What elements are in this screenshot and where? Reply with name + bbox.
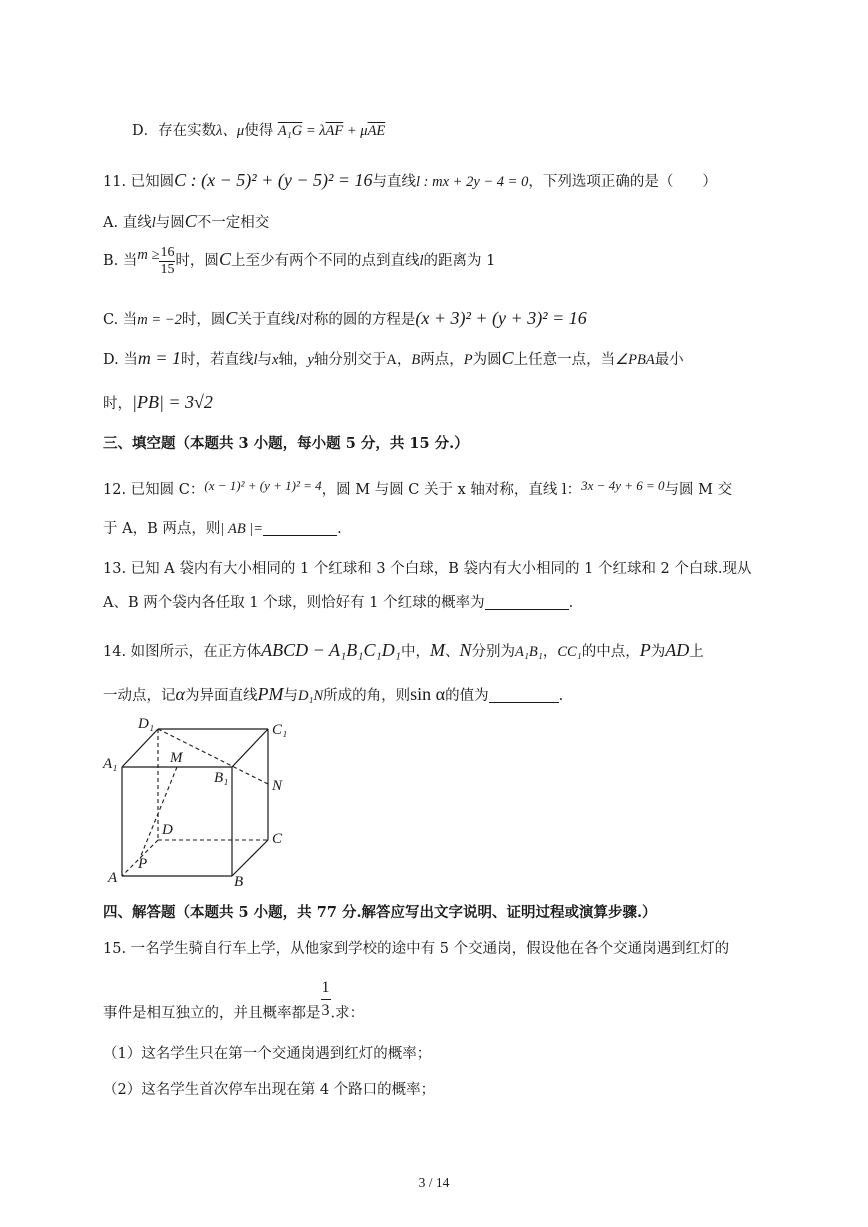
q10-option-d [132, 121, 385, 141]
answer-blank[interactable] [489, 688, 559, 703]
denominator: 15 [160, 261, 175, 277]
text: 于 A，B 两点，则 [103, 521, 221, 537]
answer-blank[interactable] [263, 521, 337, 536]
vector: $\overline{AE}$ [367, 123, 386, 139]
math: l : mx + 2y − 4 = 0 [416, 174, 529, 190]
q13-line2 [103, 593, 573, 613]
math: y [307, 352, 314, 368]
math: λ、μ [216, 123, 245, 139]
math: C : (x − 5)² + (y − 5)² = 16 [174, 170, 373, 190]
math: l [419, 253, 424, 269]
vector: A₁G [277, 123, 303, 139]
math: l [253, 352, 258, 368]
fraction [159, 245, 175, 278]
math: AD [665, 640, 690, 660]
text: 两点， [420, 352, 464, 368]
text: ， [542, 644, 558, 660]
math: = λ [302, 123, 326, 139]
text: 时，若直线 [180, 352, 254, 368]
q15-line2 [103, 977, 364, 1025]
text: . [337, 521, 342, 537]
text: 上至少有两个不同的点到直线 [230, 253, 420, 269]
q11-option-d-line2 [103, 392, 213, 414]
q11-option-c [103, 308, 587, 330]
math: m = −2 [137, 312, 182, 328]
text: C. 当 [103, 312, 138, 328]
text: A. 直线 [103, 215, 152, 231]
math: m ≥ [137, 247, 160, 263]
text: 、 [445, 644, 460, 660]
text: 与圆 M 交 [664, 482, 733, 498]
label-p: P [138, 856, 148, 872]
label-d1: D₁ [138, 716, 155, 732]
math: (x − 1)² + (y + 1)² = 4 [204, 478, 322, 493]
edge-d1a1 [122, 729, 158, 767]
text: 11. 已知圆 [103, 174, 175, 190]
text: 时，圆 [181, 312, 226, 328]
text: D．存在实数 [132, 123, 217, 139]
section-4-heading: 四、解答题（本题共 5 小题，共 77 分.解答应写出文字说明、证明过程或演算步骤.） [103, 904, 657, 921]
q13-line1: 13. 已知 A 袋内有大小相同的 1 个红球和 3 个白球，B 袋内有大小相同的 1 个红球和 2 个白球.现从 [103, 561, 752, 577]
text: 为圆 [472, 352, 502, 368]
math: α [175, 684, 185, 704]
math: P [639, 640, 651, 660]
text: 为 [650, 644, 666, 660]
text: 上任意一点，当 [513, 352, 616, 368]
text: 关于直线 [237, 312, 296, 328]
math: l [151, 215, 156, 231]
answer-blank[interactable] [485, 595, 569, 610]
label-n: N [272, 778, 283, 794]
math: A [386, 352, 397, 368]
math: |PB| = 3√2 [132, 392, 213, 412]
text: 12. 已知圆 C： [103, 482, 205, 498]
q11-option-a [103, 211, 269, 233]
text: 中， [401, 644, 431, 660]
text: 上 [689, 644, 704, 660]
math: A₁B₁ [515, 644, 543, 660]
math: C [225, 308, 238, 328]
text: 与圆 [155, 215, 185, 231]
text: 为异面直线 [184, 688, 258, 704]
math: x [272, 352, 279, 368]
math: P [463, 352, 473, 368]
cube-figure [100, 712, 300, 892]
q11-option-b [103, 244, 495, 278]
text: B. 当 [103, 253, 138, 269]
text: 最小 [654, 352, 684, 368]
text: 所成的角，则 [323, 688, 411, 704]
text: 一动点，记 [103, 688, 176, 704]
page-number: 3 / 14 [418, 1175, 450, 1190]
math: C [184, 211, 197, 231]
text: 与 [257, 352, 273, 368]
q15-part1: （1）这名学生只在第一个交通岗遇到红灯的概率； [103, 1046, 432, 1062]
text: 的距离为 1 [423, 253, 496, 269]
text: 轴分别交于 [313, 352, 387, 368]
text: A、B 两个袋内各任取 1 个球，则恰好有 1 个红球的概率为 [103, 595, 485, 611]
math: + μ [343, 123, 368, 139]
text: 的中点， [581, 644, 640, 660]
math: l [295, 312, 300, 328]
text: 对称的圆的方程是 [299, 312, 416, 328]
text: 时，圆 [175, 253, 219, 269]
text: ， [396, 352, 412, 368]
text: 事件是相互独立的，并且概率都是 [103, 1005, 321, 1022]
math: PM [257, 684, 284, 704]
math: C [501, 348, 514, 368]
q12-line1 [103, 476, 732, 500]
math: ABCD − A₁B₁C₁D₁ [261, 640, 402, 660]
text: 与 [283, 688, 298, 704]
q15-part2: （2）这名学生首次停车出现在第 4 个路口的概率； [103, 1082, 436, 1098]
text: 时， [103, 396, 132, 412]
math: CC₁ [557, 644, 582, 660]
math: D₁N [297, 688, 324, 704]
vector: $\overline{AF}$ [325, 123, 344, 139]
q11-option-d [103, 348, 684, 370]
label-c: C [272, 831, 283, 847]
math: m = 1 [137, 348, 181, 368]
text: 使得 [244, 123, 274, 139]
math: sin α [410, 684, 446, 704]
math: B [411, 352, 421, 368]
label-m: M [170, 750, 183, 766]
math: 3x − 4y + 6 = 0 [581, 478, 665, 493]
denominator: 3 [321, 999, 331, 1022]
q15-line1: 15. 一名学生骑自行车上学，从他家到学校的途中有 5 个交通岗，假设他在各个交通岗遇到红灯的 [103, 941, 730, 957]
q14-line1 [103, 640, 704, 662]
label-b: B [234, 874, 244, 890]
text: . [558, 688, 564, 704]
text: 的值为 [445, 688, 489, 704]
math: N [459, 640, 472, 660]
math: ∠PBA [615, 352, 655, 368]
text: ，圆 M 与圆 C 关于 x 轴对称，直线 l： [321, 482, 582, 498]
text: 14. 如图所示，在正方体 [103, 644, 262, 660]
label-d: D [162, 822, 173, 838]
label-a: A [108, 870, 118, 886]
math: M [430, 640, 446, 660]
numerator: 16 [160, 244, 175, 260]
text: 不一定相交 [196, 215, 270, 231]
text: D. 当 [103, 352, 138, 368]
fraction [321, 977, 331, 1022]
label-a1: A₁ [103, 756, 118, 772]
section-3-heading: 三、填空题（本题共 3 小题，每小题 5 分，共 15 分.） [103, 435, 469, 452]
numerator: 1 [321, 979, 330, 996]
q11-stem [103, 170, 717, 192]
math: C [218, 249, 231, 269]
text: 分别为 [471, 644, 516, 660]
text: ，下列选项正确的是（ ） [528, 174, 717, 190]
edge-c1b1 [232, 729, 268, 767]
text: 轴， [278, 352, 308, 368]
text: . [568, 595, 574, 611]
text: .求： [330, 1005, 365, 1022]
edge-cb [232, 840, 268, 876]
label-c1: C₁ [272, 722, 288, 738]
math: | AB |= [220, 521, 264, 537]
q14-line2 [103, 684, 563, 706]
math: (x + 3)² + (y + 3)² = 16 [415, 308, 587, 328]
q12-line2 [103, 519, 342, 539]
label-b1: B₁ [214, 770, 229, 786]
text: 与直线 [372, 174, 417, 190]
